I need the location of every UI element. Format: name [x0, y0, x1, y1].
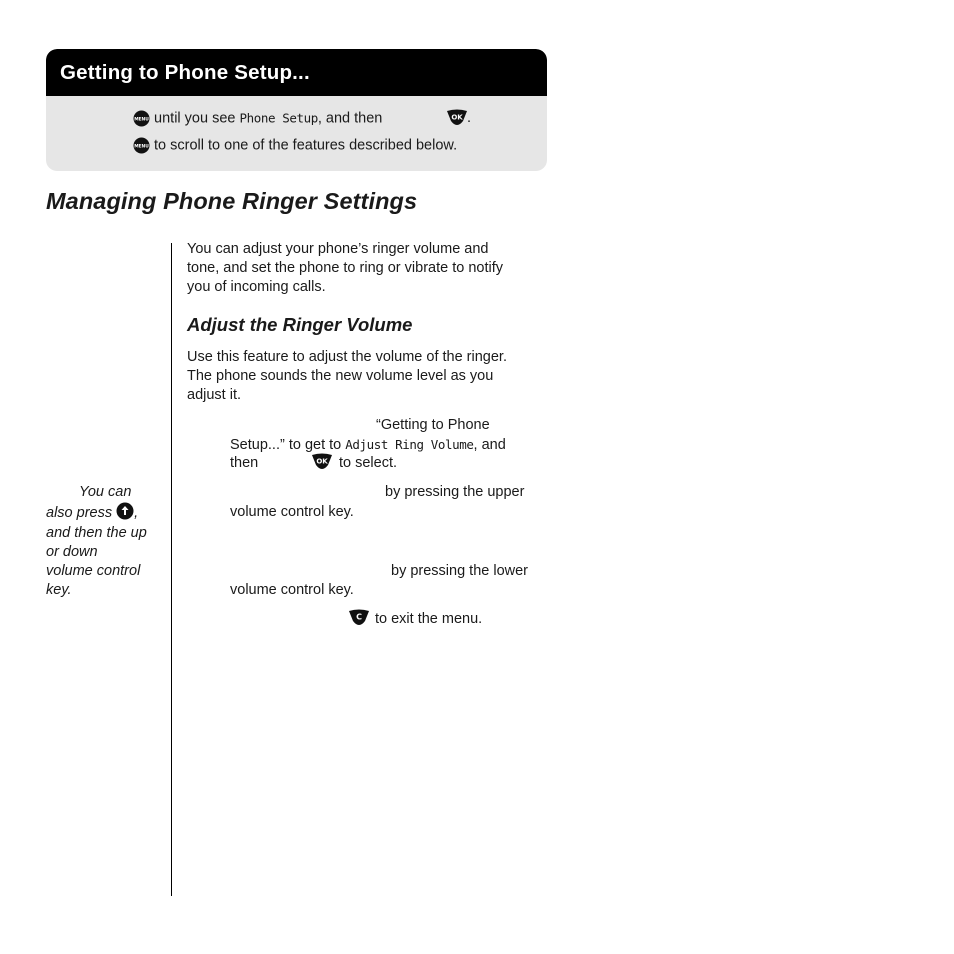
setup-line-2: MENU to scroll to one of the features described below.	[134, 137, 458, 154]
intro-paragraph: You can adjust your phone’s ringer volume and tone, and set the phone to ring or vibrate to notify you of incoming calls.	[187, 241, 503, 295]
display-text-phone-setup: Phone Setup	[239, 110, 318, 126]
svg-text:OK: OK	[451, 113, 463, 122]
step-2-line-b: volume control key.	[230, 504, 354, 520]
setup-title: Getting to Phone Setup...	[60, 61, 310, 84]
step-1-line-a: “Getting to Phone	[376, 417, 490, 433]
step-2-line-a: by pressing the upper	[385, 484, 525, 500]
up-arrow-key-icon	[116, 502, 134, 520]
step-3-line-a: by pressing the lower	[391, 563, 529, 579]
setup-instructions-box: Getting to Phone Setup... MENU until you see Phone Setup, and then OK . MENU to scroll to one of the features described below.	[46, 49, 547, 171]
setup-line-1: MENU until you see Phone Setup, and then	[134, 110, 383, 127]
ok-key-icon	[446, 109, 468, 129]
step-1-line-c: then	[230, 455, 259, 471]
page-title: Managing Phone Ringer Settings	[46, 188, 418, 214]
clear-key-icon	[348, 609, 370, 629]
step-1-line-d: to select.	[339, 455, 398, 471]
display-text-adjust-ring-volume: Adjust Ring Volume	[345, 437, 474, 452]
step-4-text: to exit the menu.	[375, 611, 483, 627]
menu-key-icon	[133, 110, 150, 127]
step-3-line-b: volume control key.	[230, 582, 354, 598]
ok-key-icon	[311, 453, 333, 473]
svg-text:C: C	[356, 612, 362, 622]
section-title: Adjust the Ringer Volume	[187, 314, 413, 335]
svg-text:OK: OK	[316, 457, 328, 466]
sidebar-note: You can also press , and then the up or down volume control key.	[46, 484, 147, 599]
section-description: Use this feature to adjust the volume of the ringer. The phone sounds the new volume level as you adjust it.	[187, 349, 507, 403]
svg-text:MENU: MENU	[134, 144, 149, 150]
menu-key-icon	[133, 137, 150, 154]
setup-header-bar	[46, 49, 547, 96]
vertical-divider	[171, 243, 172, 896]
svg-text:MENU: MENU	[134, 117, 149, 123]
step-1-line-b: Setup...” to get to Adjust Ring Volume, and	[230, 437, 506, 453]
